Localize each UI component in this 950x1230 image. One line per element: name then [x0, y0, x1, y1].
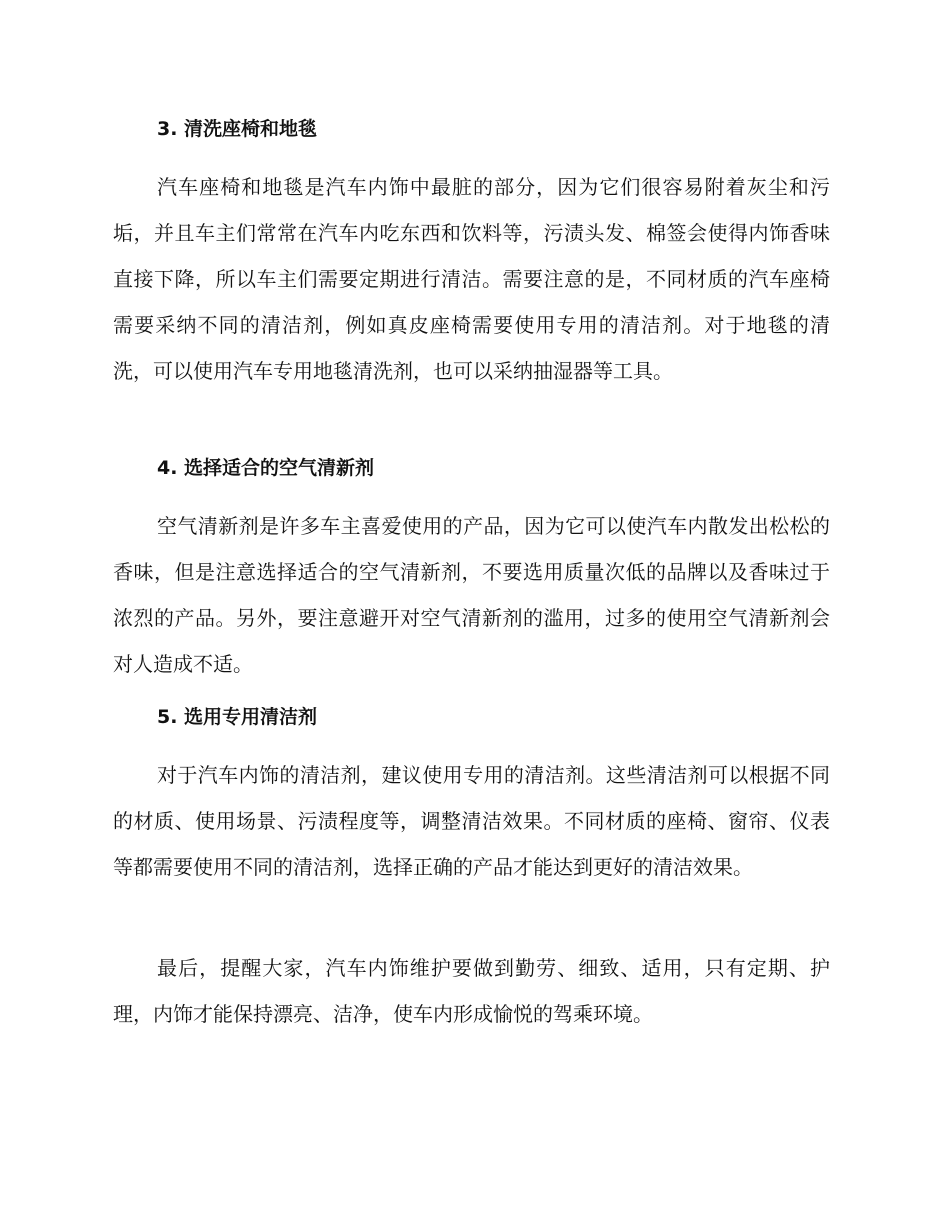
section-heading-5: 5. 选用专用清洁剂: [157, 706, 318, 728]
section-heading-4: 4. 选择适合的空气清新剂: [157, 457, 375, 479]
section-4-paragraph: 空气清新剂是许多车主喜爱使用的产品，因为它可以使汽车内散发出松松的香味，但是注意选择适合的空气清新剂，不要选用质量次低的品牌以及香味过于浓烈的产品。另外，要注意避开对空气清新剂的滥用，过多的使用空气清新剂会对人造成不适。: [113, 514, 830, 676]
section-3-paragraph: 汽车座椅和地毯是汽车内饰中最脏的部分，因为它们很容易附着灰尘和污垢，并且车主们常常在汽车内吃东西和饮料等，污渍头发、棉签会使得内饰香味直接下降，所以车主们需要定期进行清洁。需要注意的是，不同材质的汽车座椅需要采纳不同的清洁剂，例如真皮座椅需要使用专用的清洁剂。对于地毯的清洗，可以使用汽车专用地毯清洗剂，也可以采纳抽湿器等工具。: [113, 175, 830, 383]
closing-paragraph: 最后，提醒大家，汽车内饰维护要做到勤劳、细致、适用，只有定期、护理，内饰才能保持漂亮、洁净，使车内形成愉悦的驾乘环境。: [113, 956, 830, 1026]
section-heading-3: 3. 清洗座椅和地毯: [157, 118, 318, 140]
section-5-paragraph: 对于汽车内饰的清洁剂，建议使用专用的清洁剂。这些清洁剂可以根据不同的材质、使用场景、污渍程度等，调整清洁效果。不同材质的座椅、窗帘、仪表等都需要使用不同的清洁剂，选择正确的产品才能达到更好的清洁效果。: [113, 763, 830, 879]
